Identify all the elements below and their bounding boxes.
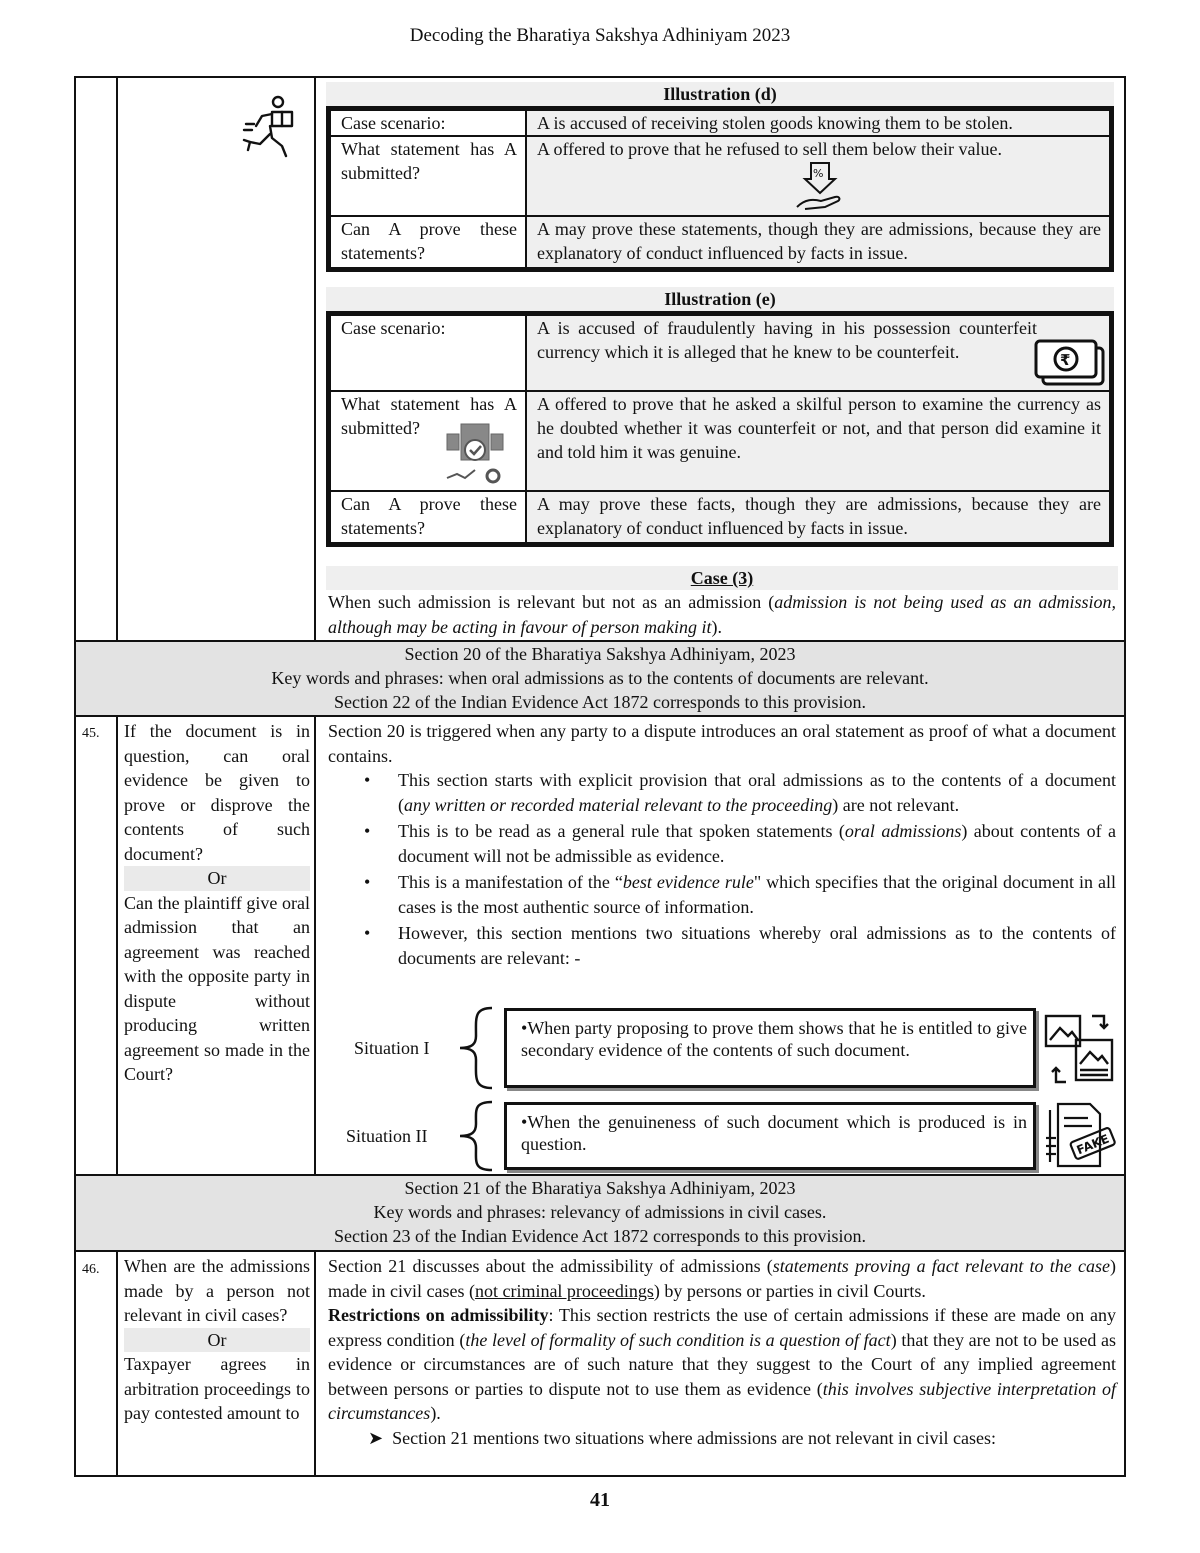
section-heading: Section 21 of the Bharatiya Sakshya Adhiniyam, 2023 [404, 1178, 796, 1198]
answer-45 [328, 719, 1116, 970]
question-46 [124, 1254, 310, 1426]
cell-text: A is accused of fraudulently having in his possession counterfeit currency which it is alleged that he knew to be counterfeit. [537, 318, 1037, 362]
left-brace [456, 1100, 496, 1172]
case3-title [326, 566, 1118, 590]
table-cell: Can A prove these statements? [330, 216, 526, 268]
paragraph: Restrictions on admissibility: This section restricts the use of certain admissions if these are made on any express condition (the level of formality of such condition is a question of fact) that they are not to be used as evidence or circumstances are of such nature that they suggest to the Court of any implied agreement between persons or parties to dispute not to use them as evidence (this involves subjective interpretation of circumstances). [328, 1305, 1117, 1423]
paragraph: Section 20 is triggered when any party to a dispute introduces an oral statement as proof of what a document contains. [328, 721, 1116, 766]
situation-text: When the genuineness of such document which is produced is in question. [521, 1112, 1027, 1154]
cell-text: A offered to prove that he refused to sell them below their value. [537, 139, 1003, 159]
table-cell: A may prove these facts, though they are admissions, because they are explanatory of conduct influenced by facts in issue. [526, 491, 1110, 543]
divider [116, 1252, 118, 1476]
table-cell [330, 391, 526, 491]
key-words: Key words and phrases: when oral admissions as to the contents of documents are relevant. [271, 668, 929, 688]
divider [314, 717, 316, 1175]
table-cell: A is accused of receiving stolen goods knowing them to be stolen. [526, 110, 1110, 136]
case3-text [328, 590, 1116, 640]
list-item: • This section starts with explicit provision that oral admissions as to the contents of a document (any written or recorded material relevant to the proceeding) are not relevant. [398, 768, 1116, 817]
svg-text:FAKE: FAKE [1074, 1131, 1112, 1158]
arrow-item: ➤ Section 21 mentions two situations where admissions are not relevant in civil cases: [368, 1427, 996, 1448]
paragraph: Section 21 discusses about the admissibility of admissions (statements proving a fact relevant to the case) made in civil cases (not criminal proceedings) by persons or parties in civil Courts. [328, 1256, 1116, 1301]
page-number: 41 [590, 1489, 610, 1511]
table-cell: Case scenario: [330, 315, 526, 391]
discount-hand-icon [795, 161, 845, 211]
left-brace [456, 1006, 496, 1090]
document-verification-icon [443, 420, 507, 488]
illustration-e-title: Illustration (e) [326, 287, 1114, 311]
illustration-d-title: Illustration (d) [326, 82, 1114, 106]
list-item: • However, this section mentions two situations whereby oral admissions as to the contents of documents are relevant: - [398, 921, 1116, 970]
arrow-bullet-icon: ➤ [368, 1427, 393, 1448]
divider [116, 717, 118, 1175]
fake-document-icon [1044, 1102, 1116, 1170]
divider [76, 1250, 1124, 1252]
answer-46 [328, 1254, 1116, 1450]
situation-text: When party proposing to prove them shows that he is entitled to give secondary evidence of the contents of such document. [521, 1018, 1027, 1060]
divider [76, 715, 1124, 717]
question-text: If the document is in question, can oral evidence be given to prove or disprove the contents of such document? [124, 721, 310, 864]
bullet-list [328, 768, 1116, 970]
illustration-d-table [326, 106, 1114, 272]
rupee-currency-icon [1033, 338, 1107, 388]
question-text: When are the admissions made by a person not relevant in civil cases? [124, 1256, 310, 1325]
list-item: • This is to be read as a general rule that spoken statements (oral admissions) about contents of a document will not be admissible as evidence. [398, 819, 1116, 868]
section20-band [76, 642, 1124, 715]
correspondence-note: Section 23 of the Indian Evidence Act 1872 corresponds to this provision. [334, 1226, 866, 1246]
section21-band [76, 1176, 1124, 1250]
section-heading: Section 20 of the Bharatiya Sakshya Adhiniyam, 2023 [404, 644, 796, 664]
key-words: Key words and phrases: relevancy of admissions in civil cases. [373, 1202, 827, 1222]
or-separator: Or [124, 866, 310, 891]
svg-text:₹: ₹ [1060, 351, 1071, 369]
cell-text: What statement has A submitted? [341, 394, 517, 438]
text: When such admission is relevant but not as an admission ( [328, 592, 775, 612]
divider [116, 78, 118, 642]
or-separator: Or [124, 1328, 310, 1353]
question-text: Can the plaintiff give oral admission that an agreement was reached with the opposite party in dispute without producing written agreement so made in the Court? [124, 892, 310, 1084]
question-text: Taxpayer agrees in arbitration proceedings to pay contested amount to [124, 1354, 310, 1423]
document-images-icon [1042, 1010, 1118, 1086]
situation-1-box: •When party proposing to prove them shows that he is entitled to give secondary evidence of the contents of such document. [504, 1008, 1036, 1088]
question-number: 46. [82, 1262, 100, 1277]
situation-1-label: Situation I [354, 1038, 430, 1058]
divider [314, 78, 316, 642]
table-cell: What statement has A submitted? [330, 136, 526, 216]
table-cell [526, 136, 1110, 216]
table-cell: Case scenario: [330, 110, 526, 136]
correspondence-note: Section 22 of the Indian Evidence Act 1872 corresponds to this provision. [334, 692, 866, 712]
situation-2-box: •When the genuineness of such document which is produced is in question. [504, 1102, 1036, 1170]
running-header: Decoding the Bharatiya Sakshya Adhiniyam 2023 [409, 25, 791, 46]
list-item: • This is a manifestation of the “best evidence rule" which specifies that the original document in all cases is the most authentic source of information. [398, 870, 1116, 919]
question-45 [124, 719, 310, 1087]
courier-running-icon [242, 94, 302, 160]
question-number: 45. [82, 726, 100, 741]
table-cell [526, 315, 1110, 391]
situation-2-label: Situation II [346, 1126, 428, 1146]
divider [314, 1252, 316, 1476]
table-cell: Can A prove these statements? [330, 491, 526, 543]
svg-text:%: % [813, 167, 824, 180]
illustration-e-table [326, 311, 1114, 547]
text: admission is not being used as an admission, although may be acting in favour of person making it [328, 592, 1116, 637]
text: ). [711, 617, 722, 637]
table-cell: A may prove these statements, though they are admissions, because they are explanatory of conduct influenced by facts in issue. [526, 216, 1110, 268]
case3-title-text: Case (3) [690, 568, 754, 588]
table-cell: A offered to prove that he asked a skilful person to examine the currency as he doubted whether it was counterfeit or not, and that person did examine it and told him it was genuine. [526, 391, 1110, 491]
